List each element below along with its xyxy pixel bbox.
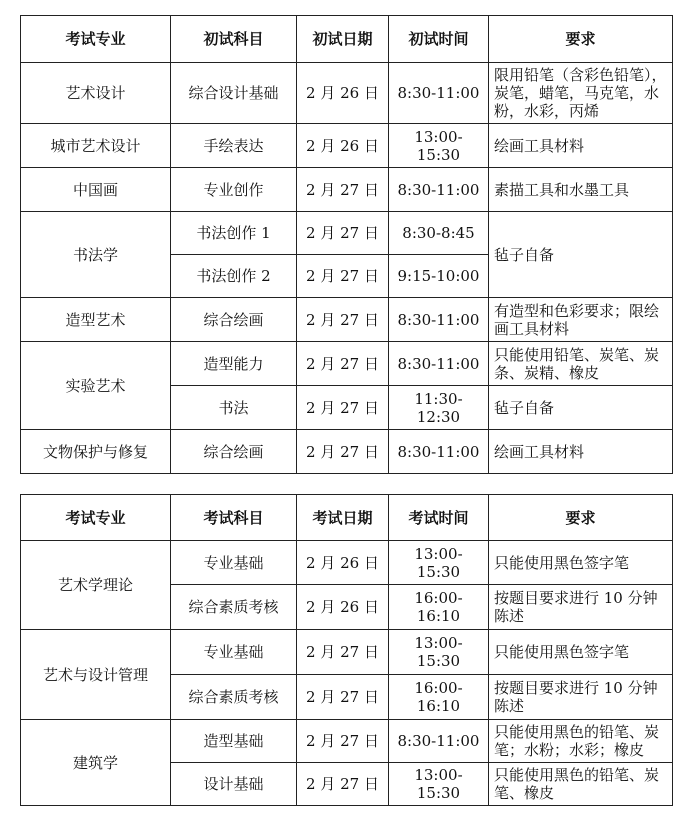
cell-date: 2 月 27 日 bbox=[297, 720, 389, 763]
header-major: 考试专业 bbox=[21, 16, 171, 63]
table-row bbox=[21, 212, 673, 255]
cell-requirements: 按题目要求进行 10 分钟陈述 bbox=[489, 675, 673, 720]
exam-schedule-table-theory bbox=[20, 494, 673, 806]
cell-requirements: 毡子自备 bbox=[489, 212, 673, 298]
table-row bbox=[21, 430, 673, 474]
cell-date: 2 月 27 日 bbox=[297, 298, 389, 342]
cell-requirements: 绘画工具材料 bbox=[489, 124, 673, 168]
cell-date: 2 月 27 日 bbox=[297, 168, 389, 212]
cell-subject: 书法 bbox=[171, 386, 297, 430]
cell-subject: 设计基础 bbox=[171, 763, 297, 806]
cell-major: 文物保护与修复 bbox=[21, 430, 171, 474]
cell-subject: 造型能力 bbox=[171, 342, 297, 386]
cell-date: 2 月 26 日 bbox=[297, 585, 389, 630]
header-subject: 初试科目 bbox=[171, 16, 297, 63]
cell-major: 建筑学 bbox=[21, 720, 171, 806]
cell-subject: 综合绘画 bbox=[171, 298, 297, 342]
table-row bbox=[21, 63, 673, 124]
cell-major: 艺术与设计管理 bbox=[21, 630, 171, 720]
table-row bbox=[21, 630, 673, 675]
table-row bbox=[21, 168, 673, 212]
header-requirements: 要求 bbox=[489, 16, 673, 63]
cell-major: 艺术学理论 bbox=[21, 541, 171, 630]
header-date: 初试日期 bbox=[297, 16, 389, 63]
cell-requirements: 有造型和色彩要求；限绘画工具材料 bbox=[489, 298, 673, 342]
table-row bbox=[21, 124, 673, 168]
cell-subject: 专业基础 bbox=[171, 541, 297, 585]
cell-time: 13:00-15:30 bbox=[389, 124, 489, 168]
cell-date: 2 月 27 日 bbox=[297, 255, 389, 298]
cell-date: 2 月 27 日 bbox=[297, 763, 389, 806]
cell-time: 8:30-8:45 bbox=[389, 212, 489, 255]
cell-subject: 综合绘画 bbox=[171, 430, 297, 474]
cell-subject: 综合素质考核 bbox=[171, 585, 297, 630]
table-row bbox=[21, 541, 673, 585]
table-row bbox=[21, 342, 673, 386]
cell-time: 13:00-15:30 bbox=[389, 541, 489, 585]
cell-requirements: 限用铅笔（含彩色铅笔），炭笔，蜡笔，马克笔，水粉，水彩，丙烯 bbox=[489, 63, 673, 124]
cell-requirements: 只能使用黑色的铅笔、炭笔；水粉；水彩；橡皮 bbox=[489, 720, 673, 763]
cell-major: 中国画 bbox=[21, 168, 171, 212]
cell-time: 8:30-11:00 bbox=[389, 720, 489, 763]
cell-subject: 综合素质考核 bbox=[171, 675, 297, 720]
header-time: 初试时间 bbox=[389, 16, 489, 63]
cell-time: 9:15-10:00 bbox=[389, 255, 489, 298]
cell-major: 造型艺术 bbox=[21, 298, 171, 342]
cell-requirements: 只能使用铅笔、炭笔、炭条、炭精、橡皮 bbox=[489, 342, 673, 386]
cell-date: 2 月 27 日 bbox=[297, 342, 389, 386]
cell-time: 13:00-15:30 bbox=[389, 630, 489, 675]
cell-date: 2 月 27 日 bbox=[297, 386, 389, 430]
cell-subject: 书法创作 2 bbox=[171, 255, 297, 298]
header-date: 考试日期 bbox=[297, 495, 389, 541]
cell-subject: 书法创作 1 bbox=[171, 212, 297, 255]
header-time: 考试时间 bbox=[389, 495, 489, 541]
cell-time: 8:30-11:00 bbox=[389, 342, 489, 386]
cell-time: 8:30-11:00 bbox=[389, 168, 489, 212]
table-header-row bbox=[21, 16, 673, 63]
cell-time: 8:30-11:00 bbox=[389, 63, 489, 124]
cell-time: 16:00-16:10 bbox=[389, 585, 489, 630]
cell-date: 2 月 27 日 bbox=[297, 675, 389, 720]
cell-time: 16:00-16:10 bbox=[389, 675, 489, 720]
cell-requirements: 素描工具和水墨工具 bbox=[489, 168, 673, 212]
cell-subject: 手绘表达 bbox=[171, 124, 297, 168]
cell-date: 2 月 26 日 bbox=[297, 124, 389, 168]
exam-schedule-table-preliminary bbox=[20, 15, 673, 474]
cell-date: 2 月 27 日 bbox=[297, 212, 389, 255]
cell-date: 2 月 26 日 bbox=[297, 541, 389, 585]
cell-requirements: 按题目要求进行 10 分钟陈述 bbox=[489, 585, 673, 630]
cell-date: 2 月 26 日 bbox=[297, 63, 389, 124]
table-row bbox=[21, 298, 673, 342]
cell-time: 13:00-15:30 bbox=[389, 763, 489, 806]
cell-time: 8:30-11:00 bbox=[389, 430, 489, 474]
cell-requirements: 绘画工具材料 bbox=[489, 430, 673, 474]
header-major: 考试专业 bbox=[21, 495, 171, 541]
cell-requirements: 只能使用黑色签字笔 bbox=[489, 541, 673, 585]
cell-time: 8:30-11:00 bbox=[389, 298, 489, 342]
table-header-row bbox=[21, 495, 673, 541]
cell-major: 书法学 bbox=[21, 212, 171, 298]
cell-requirements: 只能使用黑色的铅笔、炭笔、橡皮 bbox=[489, 763, 673, 806]
header-requirements: 要求 bbox=[489, 495, 673, 541]
cell-time: 11:30-12:30 bbox=[389, 386, 489, 430]
cell-requirements: 毡子自备 bbox=[489, 386, 673, 430]
cell-requirements: 只能使用黑色签字笔 bbox=[489, 630, 673, 675]
cell-subject: 造型基础 bbox=[171, 720, 297, 763]
cell-major: 城市艺术设计 bbox=[21, 124, 171, 168]
cell-date: 2 月 27 日 bbox=[297, 630, 389, 675]
header-subject: 考试科目 bbox=[171, 495, 297, 541]
cell-subject: 综合设计基础 bbox=[171, 63, 297, 124]
cell-subject: 专业创作 bbox=[171, 168, 297, 212]
cell-subject: 专业基础 bbox=[171, 630, 297, 675]
table-row bbox=[21, 720, 673, 763]
cell-major: 实验艺术 bbox=[21, 342, 171, 430]
cell-major: 艺术设计 bbox=[21, 63, 171, 124]
cell-date: 2 月 27 日 bbox=[297, 430, 389, 474]
